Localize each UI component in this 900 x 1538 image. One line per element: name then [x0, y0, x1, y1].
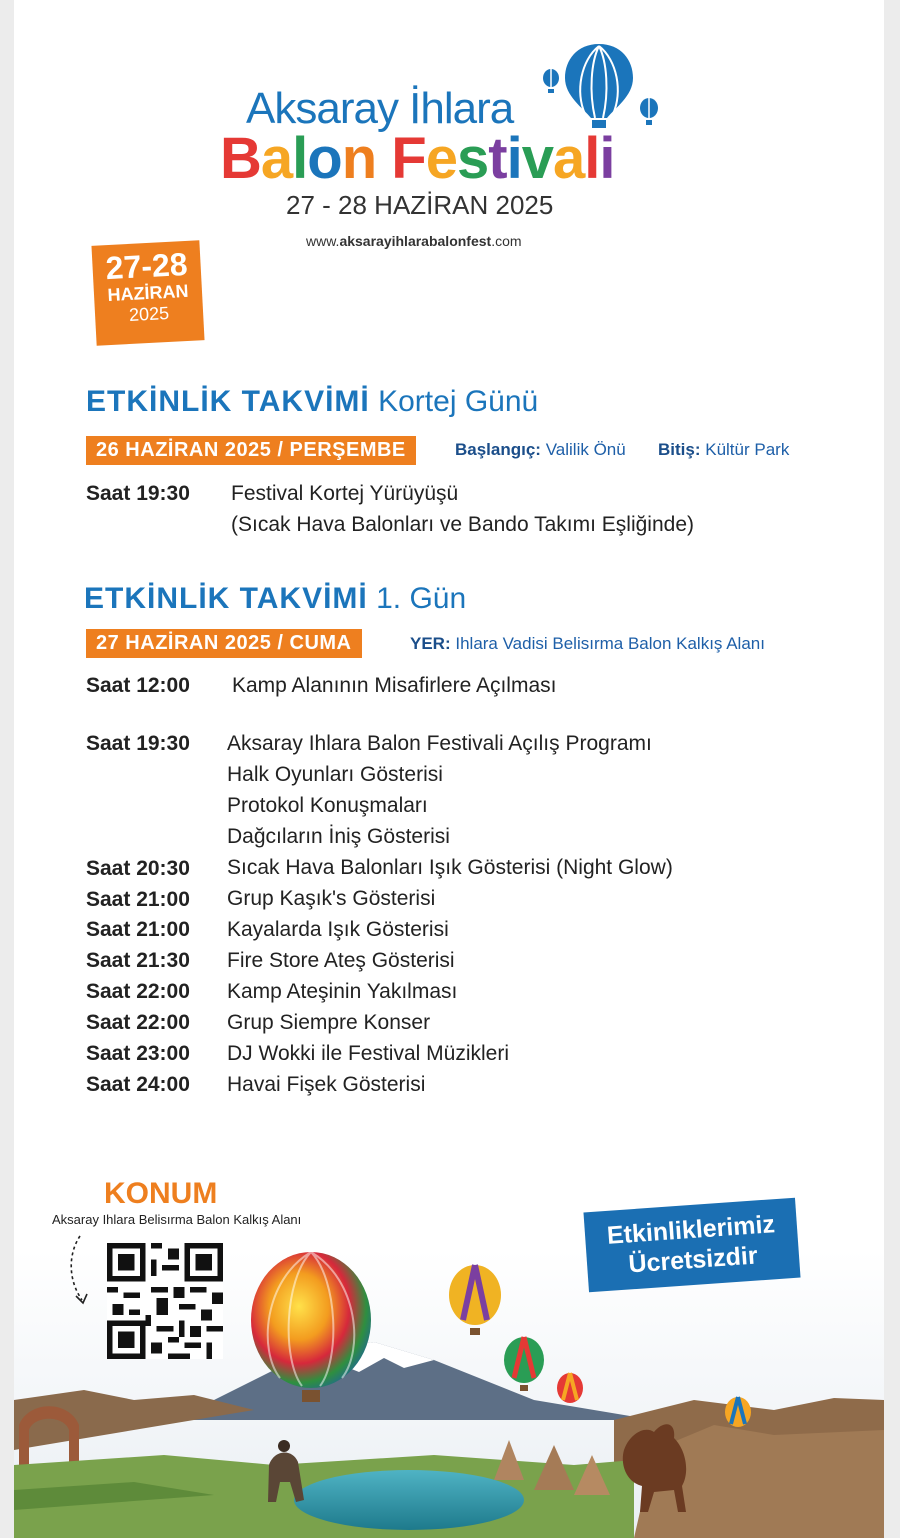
- title-letter: t: [488, 126, 507, 191]
- lake: [294, 1470, 524, 1530]
- event-time: Saat 24:00: [86, 1073, 190, 1096]
- section-title-day1: [84, 582, 466, 616]
- title-letter: s: [456, 126, 489, 191]
- free-badge-line2: Ücretsizdir: [627, 1241, 759, 1279]
- title-letter: a: [552, 126, 585, 191]
- dashed-arrow-icon: [66, 1234, 96, 1308]
- event-line: (Sıcak Hava Balonları ve Bando Takımı Eşliğinde): [231, 513, 695, 536]
- title-letter: v: [521, 126, 553, 191]
- title-letter: a: [260, 126, 293, 191]
- date-badge-month: HAZİRAN: [107, 280, 189, 306]
- event-description: Fire Store Ateş Gösterisi: [227, 949, 455, 972]
- section-title-bold: ETKİNLİK TAKVİMİ: [86, 385, 370, 418]
- website-suffix: .com: [491, 233, 522, 249]
- title-letter: [376, 126, 391, 192]
- title-letter: B: [220, 126, 261, 191]
- title-letter: o: [307, 126, 342, 191]
- event-description: Grup Kaşık's Gösterisi: [227, 887, 436, 910]
- festival-title-line1: Aksaray İhlara: [246, 84, 514, 133]
- event-time: Saat 21:00: [86, 918, 190, 941]
- small-balloon-icon: [543, 69, 559, 93]
- event-line: Halk Oyunları Gösterisi: [227, 763, 443, 786]
- title-letter: e: [425, 126, 457, 191]
- event-time: Saat 23:00: [86, 1042, 190, 1065]
- event-description: [231, 478, 694, 540]
- venue-value: Ihlara Vadisi Belisırma Balon Kalkış Alanı: [455, 634, 765, 653]
- venue-label: YER:: [410, 634, 451, 653]
- hot-air-balloon-icon: [557, 1373, 583, 1403]
- qr-code[interactable]: [107, 1243, 223, 1359]
- start-value: Valilik Önü: [545, 440, 626, 459]
- event-time: Saat 20:30: [86, 857, 190, 880]
- start-label: Başlangıç:: [455, 440, 541, 459]
- event-line: Aksaray Ihlara Balon Festivali Açılış Programı: [227, 732, 652, 755]
- event-time: Saat 21:00: [86, 888, 190, 911]
- location-title: KONUM: [104, 1177, 218, 1210]
- title-letter: l: [292, 126, 308, 191]
- section-title-bold: ETKİNLİK TAKVİMİ: [84, 582, 368, 615]
- event-time: Saat 12:00: [86, 674, 190, 697]
- festival-title-line2: [220, 126, 614, 192]
- poster: [14, 0, 884, 1538]
- end-label: Bitiş:: [658, 440, 701, 459]
- event-description: Grup Siempre Konser: [227, 1011, 431, 1034]
- logo-balloons: [539, 42, 659, 132]
- event-description: DJ Wokki ile Festival Müzikleri: [227, 1042, 509, 1065]
- event-time: Saat 22:00: [86, 1011, 190, 1034]
- event-description: Kamp Alanının Misafirlere Açılması: [232, 674, 557, 697]
- venue: [410, 634, 765, 654]
- event-line: Festival Kortej Yürüyüşü: [231, 482, 459, 505]
- start-location: [455, 440, 626, 460]
- website-domain: aksarayihlarabalonfest: [339, 233, 492, 249]
- event-line: Protokol Konuşmaları: [227, 794, 428, 817]
- event-description: Sıcak Hava Balonları Işık Gösterisi (Night Glow): [227, 856, 673, 879]
- event-description: Kamp Ateşinin Yakılması: [227, 980, 458, 1003]
- event-time: Saat 19:30: [86, 482, 190, 505]
- event-time: Saat 19:30: [86, 732, 190, 755]
- event-time: Saat 21:30: [86, 949, 190, 972]
- date-bar-kortej: 26 HAZİRAN 2025 / PERŞEMBE: [86, 436, 416, 465]
- website-link[interactable]: [306, 233, 522, 249]
- title-letter: F: [391, 126, 426, 191]
- event-description: Kayalarda Işık Gösterisi: [227, 918, 449, 941]
- date-badge: [91, 240, 204, 346]
- event-description: Havai Fişek Gösterisi: [227, 1073, 426, 1096]
- event-time: Saat 22:00: [86, 980, 190, 1003]
- hot-air-balloon-icon: [725, 1397, 751, 1427]
- section-title-kortej: [86, 385, 538, 419]
- date-badge-days: 27-28: [104, 245, 189, 287]
- end-value: Kültür Park: [705, 440, 790, 459]
- end-location: [658, 440, 789, 460]
- festival-dates: 27 - 28 HAZİRAN 2025: [286, 190, 554, 220]
- title-letter: i: [506, 126, 522, 191]
- website-prefix: www.: [306, 233, 340, 249]
- date-bar-day1: 27 HAZİRAN 2025 / CUMA: [86, 629, 362, 658]
- free-events-badge: [583, 1198, 800, 1293]
- title-letter: n: [341, 126, 377, 191]
- free-badge-line1: Etkinliklerimiz: [606, 1210, 776, 1250]
- title-letter: l: [584, 126, 600, 191]
- title-letter: i: [599, 126, 615, 191]
- section-title-rest: 1. Gün: [376, 582, 467, 615]
- small-balloon-icon: [640, 98, 658, 125]
- big-balloon-icon: [565, 44, 633, 128]
- date-badge-year: 2025: [128, 302, 170, 326]
- section-title-rest: Kortej Günü: [378, 385, 539, 418]
- location-subtitle: Aksaray Ihlara Belisırma Balon Kalkış Alanı: [52, 1212, 302, 1227]
- event-line: Dağcıların İniş Gösterisi: [227, 825, 450, 848]
- event-description: [227, 728, 652, 852]
